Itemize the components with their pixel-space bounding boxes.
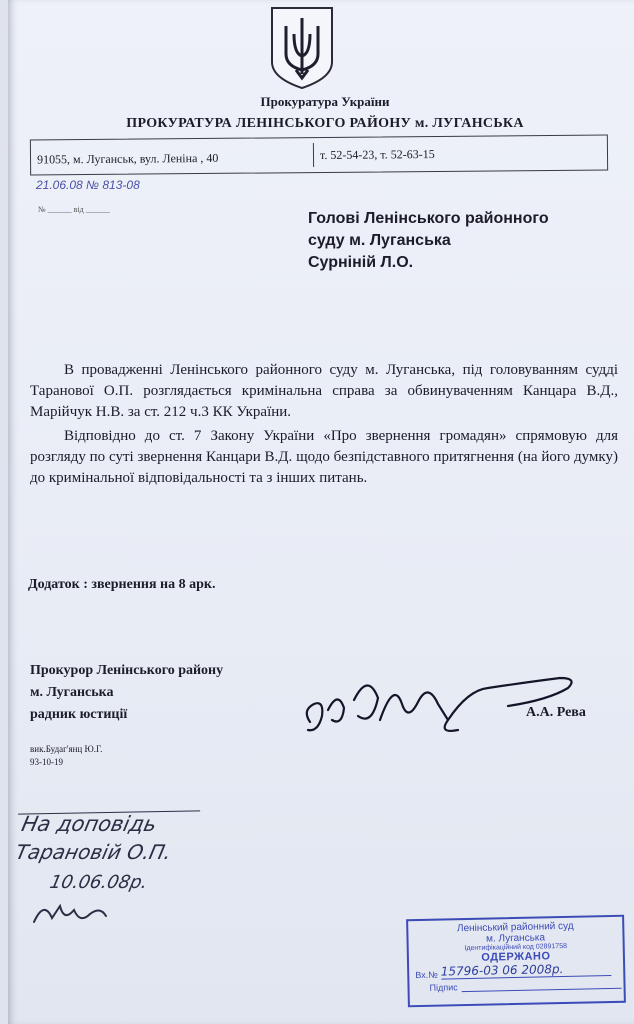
court-received-stamp	[406, 915, 626, 1008]
executor-name: вик.Будаг'янц Ю.Г.	[30, 744, 103, 754]
signatory-title-2: м. Луганська	[30, 685, 114, 700]
recipient-line-1: Голові Ленінського районного	[308, 210, 549, 227]
executor-phone: 93-10-19	[30, 757, 63, 767]
agency-main-title: ПРОКУРАТУРА ЛЕНІНСЬКОГО РАЙОНУ м. ЛУГАНСЬКА	[126, 116, 524, 131]
stamp-signature-line	[462, 979, 622, 992]
resolution-line-1: На доповідь	[19, 812, 159, 836]
stamp-received-label: ОДЕРЖАНО	[481, 950, 551, 964]
resolution-line-2: Тарановій О.П.	[13, 840, 174, 864]
resolution-signature-icon	[30, 896, 110, 928]
agency-top-title: Прокуратура України	[260, 94, 390, 109]
prosecutor-name: А.А. Рева	[526, 705, 586, 720]
signatory-title-1: Прокурор Ленінського району	[30, 663, 224, 678]
registration-handwritten: 21.06.08 № 813-08	[36, 178, 140, 192]
agency-address: 91055, м. Луганськ, вул. Леніна , 40	[36, 150, 219, 167]
trident-emblem-icon	[266, 4, 338, 90]
stamp-incoming-value: 15796-03 06 2008р.	[441, 961, 611, 980]
stamp-incoming-label: Вх.№	[415, 969, 438, 981]
body-paragraph-1: В провадженні Ленінського районного суду м. Луганська, під головуванням судді Таранової О.П. розглядається кримінальна справа за обвинуваченням Канцара В.Д., Марійчук Н.В. за ст. 212 ч.3 КК України.	[30, 362, 618, 420]
signatory-title-3: радник юстиції	[30, 707, 128, 722]
document-page	[8, 0, 634, 1024]
stamp-city: м. Луганська	[485, 932, 546, 945]
resolution-line-3: 10.06.08р.	[47, 872, 150, 893]
address-box	[30, 134, 608, 175]
agency-phones: т. 52-54-23, т. 52-63-15	[313, 142, 435, 167]
stamp-id-code: Ідентифікаційний код 02891758	[464, 942, 568, 953]
registration-line: № ______ від ______	[38, 205, 110, 214]
attachment-note: Додаток : звернення на 8 арк.	[28, 577, 216, 592]
recipient-line-2: суду м. Луганська	[308, 232, 451, 249]
body-paragraph-2: Відповідно до ст. 7 Закону України «Про звернення громадян» спрямовую для розгляду по суті звернення Канцари В.Д. щодо безпідставного притягнення (на його думку) до кримінальної відповідальності та з інших питань.	[30, 428, 618, 486]
stamp-signature-label: Підпис	[429, 982, 458, 993]
stamp-court-name: Ленінський районний суд	[456, 920, 574, 935]
recipient-line-3: Сурніній Л.О.	[308, 254, 414, 271]
